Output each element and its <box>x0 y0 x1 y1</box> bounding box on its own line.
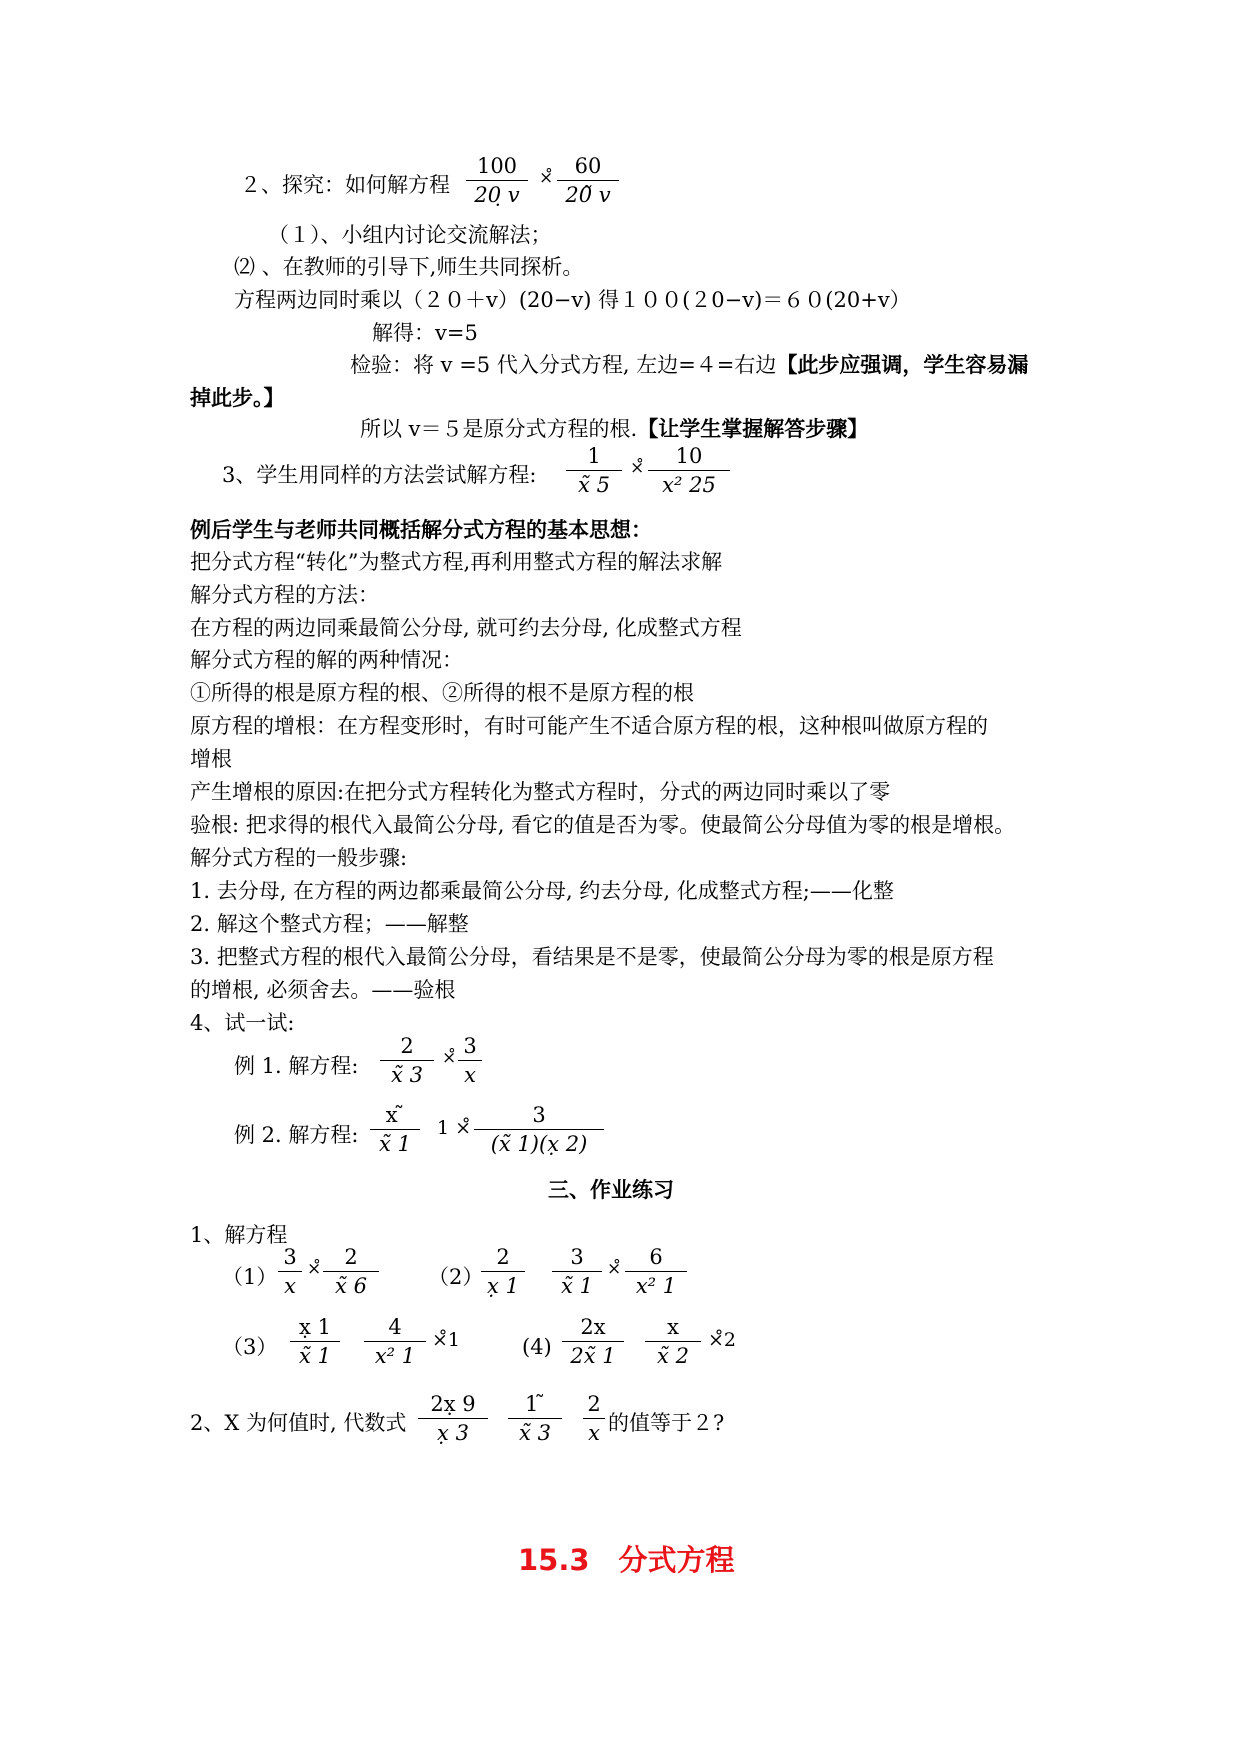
p4-fraction-left <box>562 1313 624 1370</box>
denominator: x̣ 1 <box>487 1274 519 1298</box>
denominator: (x̃ 1)(x̣ 2) <box>490 1132 588 1156</box>
summary-line: 增根 <box>190 747 232 771</box>
p2-fraction-a <box>481 1243 525 1300</box>
summary-line: 2. 解这个整式方程；——解整 <box>190 912 469 936</box>
p2-fraction-b <box>552 1243 602 1300</box>
p1-fraction-left <box>278 1243 302 1300</box>
example1-label: 例 1. 解方程: <box>234 1054 359 1078</box>
p4-fraction-right <box>645 1313 701 1370</box>
homework-heading: 三、作业练习 <box>548 1177 674 1202</box>
problem2-label: （2） <box>428 1265 484 1289</box>
summary-heading: 例后学生与老师共同概括解分式方程的基本思想： <box>190 517 652 542</box>
conclude-emphasis: 【让学生掌握解答步骤】 <box>637 416 869 441</box>
section2-conclude <box>360 416 868 442</box>
summary-line: 原方程的增根：在方程变形时，有时可能产生不适合原方程的根，这种根叫做原方程的 <box>190 714 988 738</box>
eq2-fraction-right <box>648 442 730 499</box>
numerator: 1 ̃ <box>524 1392 546 1416</box>
numerator: x ̃ <box>385 1103 405 1127</box>
p1-fraction-right <box>323 1243 379 1300</box>
section2-check <box>350 352 1028 378</box>
section3-title: 3、学生用同样的方法尝试解方程: <box>222 463 537 487</box>
equals-glyph: ×̊ <box>539 168 554 188</box>
summary-line: 验根: 把求得的根代入最简公分母, 看它的值是否为零。使最简公分母值为零的根是增根。 <box>190 813 1016 837</box>
section2-step1: （１）、小组内讨论交流解法； <box>268 223 552 247</box>
numerator: 3 <box>570 1245 584 1269</box>
summary-line: 1. 去分母, 在方程的两边都乘最简公分母, 约去分母, 化成整式方程;——化整 <box>190 879 894 903</box>
equals-glyph: ×̊ <box>630 458 645 478</box>
equals-two: ×̊2 <box>708 1329 737 1351</box>
numerator: 2x <box>580 1315 606 1339</box>
example2-label: 例 2. 解方程: <box>234 1123 359 1147</box>
numerator: 100 <box>476 154 518 178</box>
section2-solve: 解得：v=5 <box>372 321 478 345</box>
minus-one-equals: 1 ×̊ <box>437 1117 472 1139</box>
denominator: x² 1 <box>635 1274 677 1298</box>
numerator: x <box>667 1315 679 1339</box>
section2-title: ２、探究：如何解方程 <box>240 173 450 197</box>
numerator: 2x̣ 9 <box>430 1392 476 1416</box>
denominator: x̃ 3 <box>391 1063 423 1087</box>
numerator: 60 <box>574 154 602 178</box>
summary-line: 在方程的两边同乘最简公分母, 就可约去分母, 化成整式方程 <box>190 616 742 640</box>
numerator: x̣ 1 <box>299 1315 331 1339</box>
numerator: 3 <box>463 1034 477 1058</box>
denominator: x̃ 1 <box>379 1132 411 1156</box>
summary-line: 产生增根的原因:在把分式方程转化为整式方程时，分式的两边同时乘以了零 <box>190 780 891 804</box>
conclude-text: 所以 v＝５是原分式方程的根. <box>360 417 638 441</box>
q2-fraction-c <box>583 1390 605 1447</box>
summary-line: ①所得的根是原方程的根、②所得的根不是原方程的根 <box>190 681 694 705</box>
numerator: 6 <box>649 1245 663 1269</box>
equals-glyph: ×̊ <box>442 1048 457 1068</box>
numerator: 2 <box>344 1245 358 1269</box>
summary-line: 4、试一试: <box>190 1011 295 1035</box>
denominator: x̃ 5 <box>578 473 610 497</box>
denominator: x̃ 2 <box>657 1344 689 1368</box>
ex1-fraction-right <box>458 1032 482 1089</box>
p3-fraction-right <box>364 1313 426 1370</box>
denominator: x̃ 1 <box>299 1344 331 1368</box>
numerator: 3 <box>283 1245 297 1269</box>
section2-step3: 方程两边同时乘以（２０＋v）(20−v) 得１００(２0−v)＝６０(20+v） <box>234 288 911 312</box>
problem4-label: (4) <box>522 1335 552 1359</box>
eq1-fraction-left <box>466 152 528 209</box>
summary-line: 把分式方程“转化”为整式方程,再利用整式方程的解法求解 <box>190 550 723 574</box>
denominator: x̃ 1 <box>561 1274 593 1298</box>
section2-check-cont: 掉此步。】 <box>190 385 285 410</box>
denominator: x̃ 6 <box>335 1274 367 1298</box>
summary-line: 解分式方程的方法： <box>190 583 379 607</box>
q2-fraction-a <box>418 1390 488 1447</box>
denominator: 20̣ v <box>474 183 520 207</box>
eq1-fraction-right <box>557 152 619 209</box>
numerator: 3 <box>532 1103 546 1127</box>
numerator: 2 <box>496 1245 510 1269</box>
ex2-fraction-left <box>370 1101 420 1158</box>
denominator: 20̃ v <box>565 183 611 207</box>
homework-q2-prefix: 2、X 为何值时, 代数式 <box>190 1411 407 1435</box>
eq2-fraction-left <box>566 442 622 499</box>
section-title-red: 15.3 分式方程 <box>518 1543 735 1577</box>
problem1-label: （1） <box>222 1265 278 1289</box>
summary-line: 解分式方程的一般步骤: <box>190 846 408 870</box>
summary-line: 3. 把整式方程的根代入最简公分母，看结果是不是零，使最简公分母为零的根是原方程 <box>190 945 994 969</box>
denominator: x <box>588 1421 600 1445</box>
denominator: x̃ 3 <box>519 1421 551 1445</box>
equals-glyph: ×̊ <box>307 1259 322 1279</box>
homework-q1: 1、解方程 <box>190 1223 288 1247</box>
summary-line: 解分式方程的解的两种情况： <box>190 648 463 672</box>
p2-fraction-c <box>625 1243 687 1300</box>
equals-one: ×̊1 <box>432 1329 461 1351</box>
q2-fraction-b <box>508 1390 562 1447</box>
numerator: 2 <box>587 1392 601 1416</box>
denominator: x² 25 <box>662 473 716 497</box>
summary-line: 的增根, 必须舍去。——验根 <box>190 978 456 1002</box>
section2-step2: ⑵ 、在教师的引导下,师生共同探析。 <box>234 255 584 279</box>
check-text: 检验：将 v =5 代入分式方程, 左边=４=右边 <box>350 353 777 377</box>
numerator: 10 <box>675 444 703 468</box>
numerator: 1 <box>587 444 601 468</box>
equals-glyph: ×̊ <box>607 1259 622 1279</box>
denominator: x <box>284 1274 296 1298</box>
numerator: 4 <box>388 1315 402 1339</box>
denominator: x <box>464 1063 476 1087</box>
denominator: x² 1 <box>374 1344 416 1368</box>
homework-q2-suffix: 的值等于２? <box>608 1411 725 1435</box>
numerator: 2 <box>400 1034 414 1058</box>
check-emphasis: 【此步应强调，学生容易漏 <box>776 352 1029 377</box>
p3-fraction-left <box>290 1313 340 1370</box>
ex2-fraction-right <box>474 1101 604 1158</box>
problem3-label: （3） <box>222 1335 278 1359</box>
ex1-fraction-left <box>380 1032 434 1089</box>
denominator: x̣ 3 <box>437 1421 469 1445</box>
denominator: 2x̃ 1 <box>570 1344 616 1368</box>
